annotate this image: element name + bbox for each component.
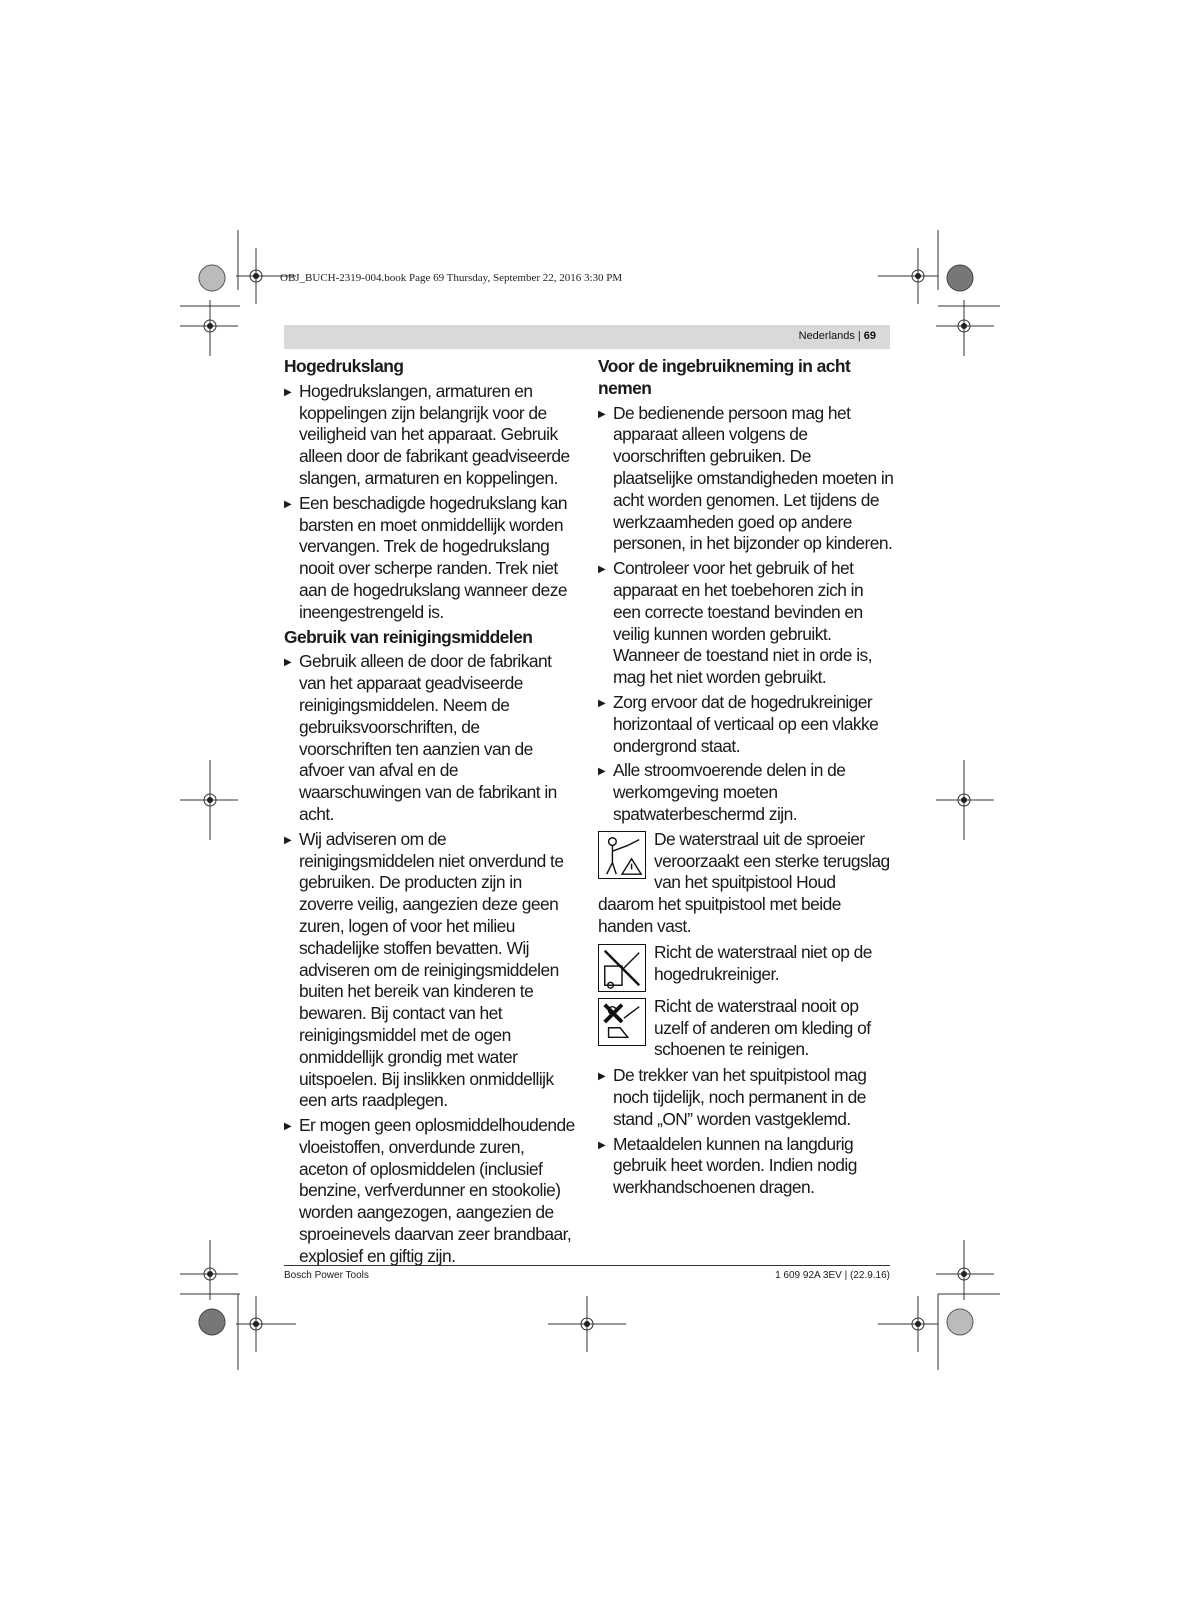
- list-item: ▶ Wij adviseren om de reinigingsmiddelen niet onverdund te gebruiken. De producten zijn in zoverre veilig, aangezien deze geen zuren, logen of voor het milieu schadelijke stoffen bevatten. Wij adviseren om de reinigingsmiddelen buiten het bereik van kinderen te bewaren. Bij contact van het reinigingsmiddel met de ogen onmiddellijk grondig met water uitspoelen. Bij inslikken onmiddellijk een arts raadplegen.: [284, 829, 576, 1112]
- left-column: [284, 356, 576, 1271]
- footer-brand: Bosch Power Tools: [284, 1270, 369, 1281]
- icon-note-text: Richt de waterstraal niet op de hogedrukreiniger.: [654, 941, 872, 984]
- list-item: ▶ Zorg ervoor dat de hogedrukreiniger horizontaal of verticaal op een vlakke ondergrond staat.: [598, 692, 894, 757]
- list-item: ▶ Metaaldelen kunnen na langdurig gebruik heet worden. Indien nodig werkhandschoenen dragen.: [598, 1134, 894, 1199]
- list-item: ▶ De bedienende persoon mag het apparaat alleen volgens de voorschriften gebruiken. De plaatselijke omstandigheden moeten in acht worden genomen. Let tijdens de werkzaamheden goed op andere personen, in het bijzonder op kinderen.: [598, 403, 894, 556]
- bullet-list-ingebruikneming: [598, 403, 894, 826]
- footer-doc-number: 1 609 92A 3EV | (22.9.16): [775, 1270, 890, 1281]
- no-spray-on-people-icon: [598, 998, 646, 1046]
- icon-note-text: De waterstraal uit de sproeier veroorzaakt een sterke terugslag van het spuitpistool Houd daarom het spuitpistool met beide handen vast.: [598, 828, 890, 936]
- icon-note-appliance: [598, 942, 894, 992]
- section-heading-ingebruikneming: Voor de ingebruikneming in acht nemen: [598, 356, 851, 398]
- header-language: Nederlands: [798, 330, 855, 342]
- bullet-list-reinigingsmiddelen: [284, 651, 576, 1267]
- list-item: ▶ Gebruik alleen de door de fabrikant van het apparaat geadviseerde reinigingsmiddelen. Neem de gebruiksvoorschriften, de voorschriften ten aanzien van de afvoer van afval en de waarschuwingen van de fabrikant in acht.: [284, 651, 576, 825]
- right-column: [598, 356, 894, 1202]
- list-item: ▶ Alle stroomvoerende delen in de werkomgeving moeten spatwaterbeschermd zijn.: [598, 760, 894, 825]
- page-number: 69: [863, 330, 876, 342]
- icon-note-people: [598, 996, 894, 1061]
- section-heading-reinigingsmiddelen: Gebruik van reinigingsmiddelen: [284, 626, 533, 647]
- footer-rule: [284, 1265, 890, 1266]
- print-info: OBJ_BUCH-2319-004.book Page 69 Thursday, September 22, 2016 3:30 PM: [280, 272, 623, 284]
- icon-note-text: Richt de waterstraal nooit op uzelf of anderen om kleding of schoenen te reinigen.: [654, 995, 871, 1060]
- list-item: ▶ Controleer voor het gebruik of het apparaat en het toebehoren zich in een correcte toestand bevinden en veilig kunnen worden gebruikt. Wanneer de toestand niet in orde is, mag het niet worden gebruikt.: [598, 558, 894, 689]
- list-item: ▶ De trekker van het spuitpistool mag noch tijdelijk, noch permanent in de stand „ON” worden vastgeklemd.: [598, 1065, 894, 1130]
- page-header: [284, 325, 890, 349]
- recoil-warning-icon: [598, 831, 646, 879]
- list-item: ▶ Er mogen geen oplosmiddelhoudende vloeistoffen, onverdunde zuren, aceton of oplosmiddelen (inclusief benzine, verfverdunner en stookolie) worden aangezogen, aangezien de sproeinevels daarvan zeer brandbaar, explosief en giftig zijn.: [284, 1115, 576, 1268]
- no-spray-on-appliance-icon: [598, 944, 646, 992]
- icon-note-recoil: [598, 829, 894, 938]
- header-separator: |: [857, 330, 861, 342]
- section-heading-hogedrukslang: Hogedrukslang: [284, 356, 404, 376]
- bullet-list-hogedrukslang: [284, 381, 576, 624]
- list-item: ▶ Hogedrukslangen, armaturen en koppelingen zijn belangrijk voor de veiligheid van het apparaat. Gebruik alleen door de fabrikant geadviseerde slangen, armaturen en koppelingen.: [284, 381, 576, 490]
- list-item: ▶ Een beschadigde hogedrukslang kan barsten en moet onmiddellijk worden vervangen. Trek de hogedrukslang nooit over scherpe randen. Trek niet aan de hogedrukslang wanneer deze ineengestrengeld is.: [284, 493, 576, 624]
- bullet-list-after: [598, 1065, 894, 1199]
